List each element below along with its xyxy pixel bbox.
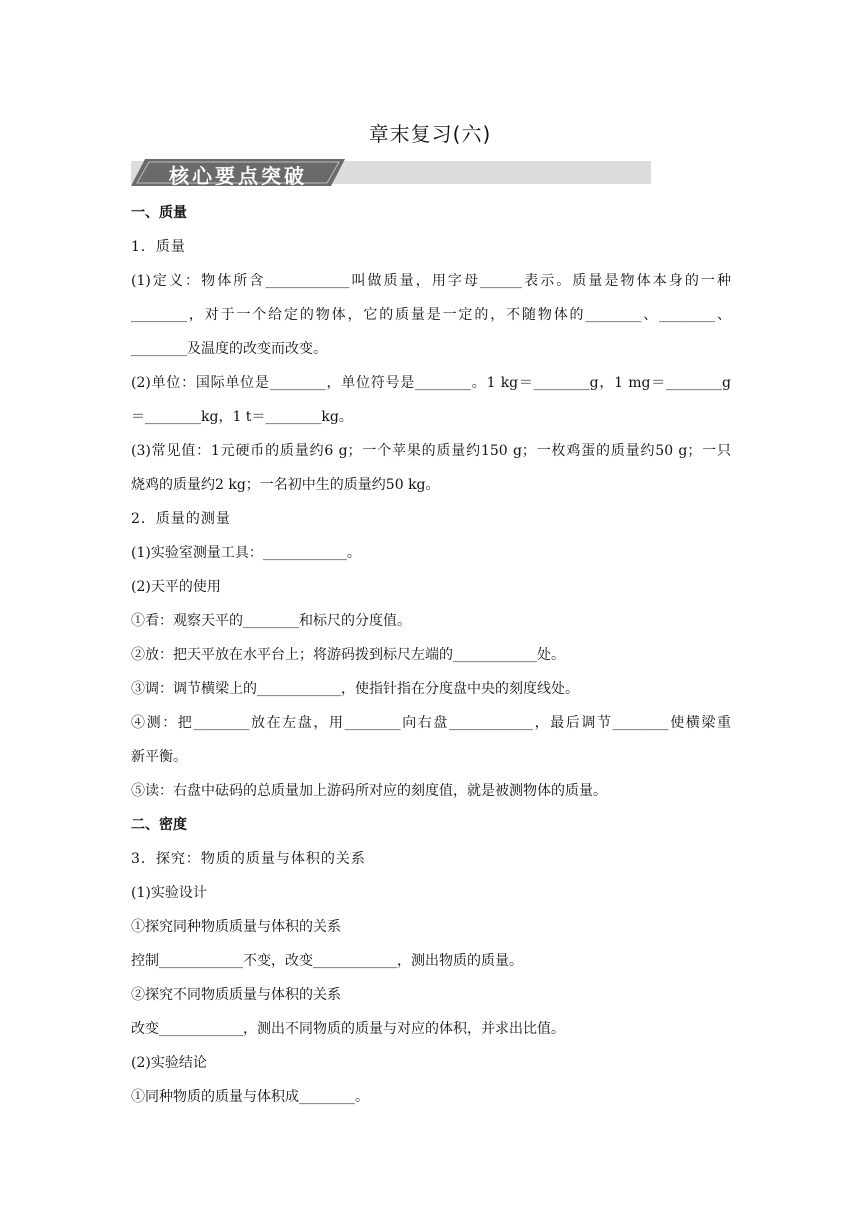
text-line: (1)实验室测量工具：____________。 <box>131 545 361 561</box>
text-line: ________，对于一个给定的物体，它的质量是一定的，不随物体的________、________、 <box>131 307 731 323</box>
text-line: (2)实验结论 <box>131 1055 207 1071</box>
subsection-heading: 1．质量 <box>131 239 186 255</box>
section-heading-density: 二、密度 <box>131 817 187 833</box>
text-line: ①看：观察天平的________和标尺的分度值。 <box>131 613 411 629</box>
text-line: ________及温度的改变而改变。 <box>131 341 327 357</box>
document-body <box>131 201 731 1119</box>
text-line: 新平衡。 <box>131 749 187 765</box>
text-line: (1)定义：物体所含____________叫做质量，用字母______表示。质量是物体本身的一种 <box>131 273 731 289</box>
text-line: (1)实验设计 <box>131 885 207 901</box>
text-line: 烧鸡的质量约2 kg；一名初中生的质量约50 kg。 <box>131 477 440 493</box>
text-line: (3)常见值：1元硬币的质量约6 g；一个苹果的质量约150 g；一枚鸡蛋的质量约50 g；一只 <box>131 443 731 459</box>
text-line: ①探究同种物质质量与体积的关系 <box>131 919 341 935</box>
text-line: ⑤读：右盘中砝码的总质量加上游码所对应的刻度值，就是被测物体的质量。 <box>131 783 607 799</box>
text-line: ④测：把________放在左盘，用________向右盘____________，最后调节________使横梁重 <box>131 715 731 731</box>
section-banner <box>131 159 651 186</box>
text-line: ③调：调节横梁上的____________，使指针指在分度盘中央的刻度线处。 <box>131 681 579 697</box>
text-line: ②放：把天平放在水平台上；将游码拨到标尺左端的____________处。 <box>131 647 565 663</box>
text-line: (2)单位：国际单位是________，单位符号是________。1 kg＝________g，1 mg＝________g <box>131 375 731 391</box>
subsection-heading: 3．探究：物质的质量与体积的关系 <box>131 851 366 867</box>
banner-title: 核心要点突破 <box>169 164 307 188</box>
text-line: 改变____________，测出不同物质的质量与对应的体积，并求出比值。 <box>131 1021 565 1037</box>
text-line: 控制____________不变，改变____________，测出物质的质量。 <box>131 953 523 969</box>
text-line: (2)天平的使用 <box>131 579 221 595</box>
page-title: 章末复习(六) <box>368 122 492 146</box>
section-heading-mass: 一、质量 <box>131 205 187 221</box>
text-line: ①同种物质的质量与体积成________。 <box>131 1089 369 1105</box>
text-line: ②探究不同物质质量与体积的关系 <box>131 987 341 1003</box>
text-line: ＝________kg，1 t＝________kg。 <box>131 409 353 425</box>
subsection-heading: 2．质量的测量 <box>131 511 231 527</box>
